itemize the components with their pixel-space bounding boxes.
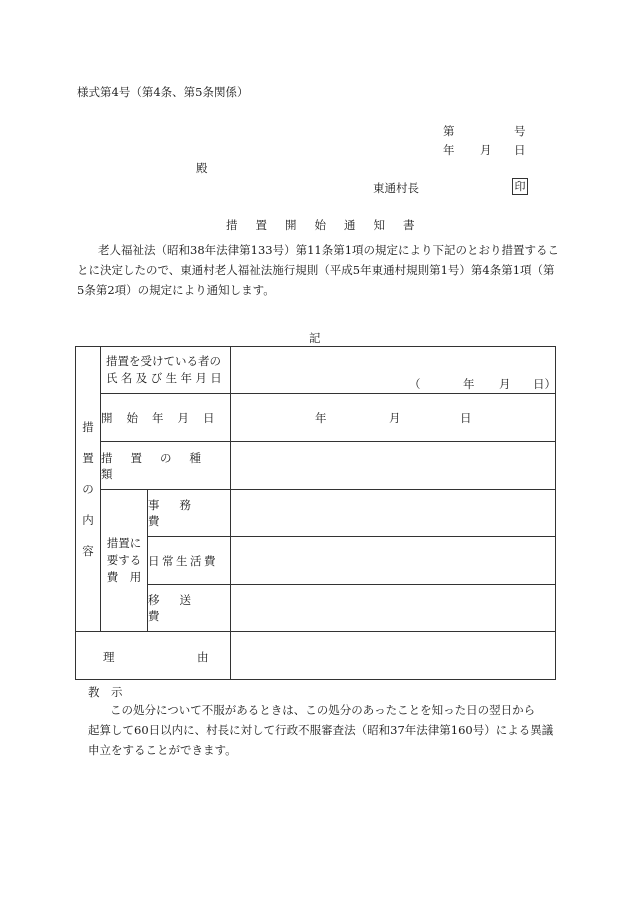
- reason-label-cell: [76, 632, 231, 680]
- title-text: 措置開始通知書: [226, 218, 433, 232]
- date-day-label: 日: [514, 143, 526, 157]
- kyoji-line-2: 起算して60日以内に、村長に対して行政不服審査法（昭和37年法律第160号）による異議: [88, 723, 554, 737]
- table-row: [76, 490, 556, 537]
- issuer-name: 東通村長: [373, 181, 419, 195]
- kyoji-line-1: この処分について不服があるときは、この処分のあったことを知った日の翌日から: [110, 703, 536, 717]
- body-line-2: とに決定したので、東通村老人福祉法施行規則（平成5年東通村規則第1号）第4条第1項（第: [77, 263, 555, 277]
- start-date-label-cell: [101, 394, 231, 442]
- office-cost-label-cell: [148, 490, 231, 537]
- kyoji-label: 教 示: [88, 685, 123, 699]
- date-year-label: 年: [443, 143, 455, 157]
- birth-month-label: 月: [499, 377, 511, 391]
- living-cost-label-cell: [148, 537, 231, 585]
- birth-year-label: 年: [463, 377, 475, 391]
- ki-label: 記: [309, 331, 321, 345]
- table-row: [76, 394, 556, 442]
- recipient-label-line-1: 措置を受けている者の: [106, 354, 221, 368]
- section-char-2: 置: [82, 450, 94, 465]
- measure-content-table: [75, 346, 556, 680]
- birth-open: （: [409, 377, 421, 391]
- measure-type-label-cell: [101, 442, 231, 490]
- cost-label-line-1: 措置に: [106, 536, 142, 550]
- addressee-suffix: 殿: [196, 161, 208, 175]
- cost-label-cell: [101, 490, 148, 632]
- body-line-3: 5条第2項）の規定により通知します。: [77, 283, 275, 297]
- start-day-label: 日: [460, 411, 472, 425]
- start-date-label: 開始年月日: [101, 410, 229, 425]
- measure-type-value-cell[interactable]: [231, 442, 556, 490]
- body-line-1: 老人福祉法（昭和38年法律第133号）第11条第1項の規定により下記のとおり措置するこ: [98, 243, 560, 257]
- measure-type-label: 措置の種類: [101, 450, 219, 481]
- cost-label-line-3: 費 用: [106, 570, 142, 584]
- transport-cost-value-cell[interactable]: [231, 585, 556, 632]
- section-char-3: の: [82, 481, 94, 496]
- form-number: 様式第4号（第4条、第5条関係）: [77, 85, 249, 99]
- cost-label-line-2: 要する: [106, 553, 142, 567]
- seal-icon: 印: [512, 178, 528, 195]
- table-row: [76, 442, 556, 490]
- document-title: [226, 217, 433, 233]
- reason-value-cell[interactable]: [231, 632, 556, 680]
- recipient-label-cell: [101, 347, 231, 394]
- date-month-label: 月: [480, 143, 492, 157]
- document-number-label-go: 号: [514, 124, 526, 138]
- living-cost-label: 日常生活費: [148, 553, 218, 568]
- transport-cost-label: 移送費: [148, 593, 211, 623]
- living-cost-value-cell[interactable]: [231, 537, 556, 585]
- office-cost-label: 事務費: [148, 498, 211, 528]
- table-row: [76, 537, 556, 585]
- kyoji-line-3: 申立をすることができます。: [88, 743, 237, 757]
- recipient-label-line-2: 氏名及び生年月日: [106, 371, 226, 385]
- reason-label-left: 理: [103, 650, 115, 664]
- seal-mark: [512, 178, 528, 195]
- transport-cost-label-cell: [148, 585, 231, 632]
- table-row: [76, 632, 556, 680]
- start-month-label: 月: [389, 411, 401, 425]
- section-label-cell: [76, 347, 101, 632]
- section-char-4: 内: [82, 512, 94, 527]
- document-number-label-dai: 第: [443, 124, 455, 138]
- office-cost-value-cell[interactable]: [231, 490, 556, 537]
- start-date-value-cell[interactable]: [231, 394, 556, 442]
- section-label: [76, 412, 100, 567]
- table-row: [76, 585, 556, 632]
- section-char-1: 措: [82, 419, 94, 434]
- birth-day-label: 日）: [533, 377, 557, 391]
- table-row: [76, 347, 556, 394]
- section-char-5: 容: [82, 543, 94, 558]
- recipient-value-cell[interactable]: [231, 347, 556, 394]
- start-year-label: 年: [315, 411, 327, 425]
- reason-label-right: 由: [197, 650, 209, 664]
